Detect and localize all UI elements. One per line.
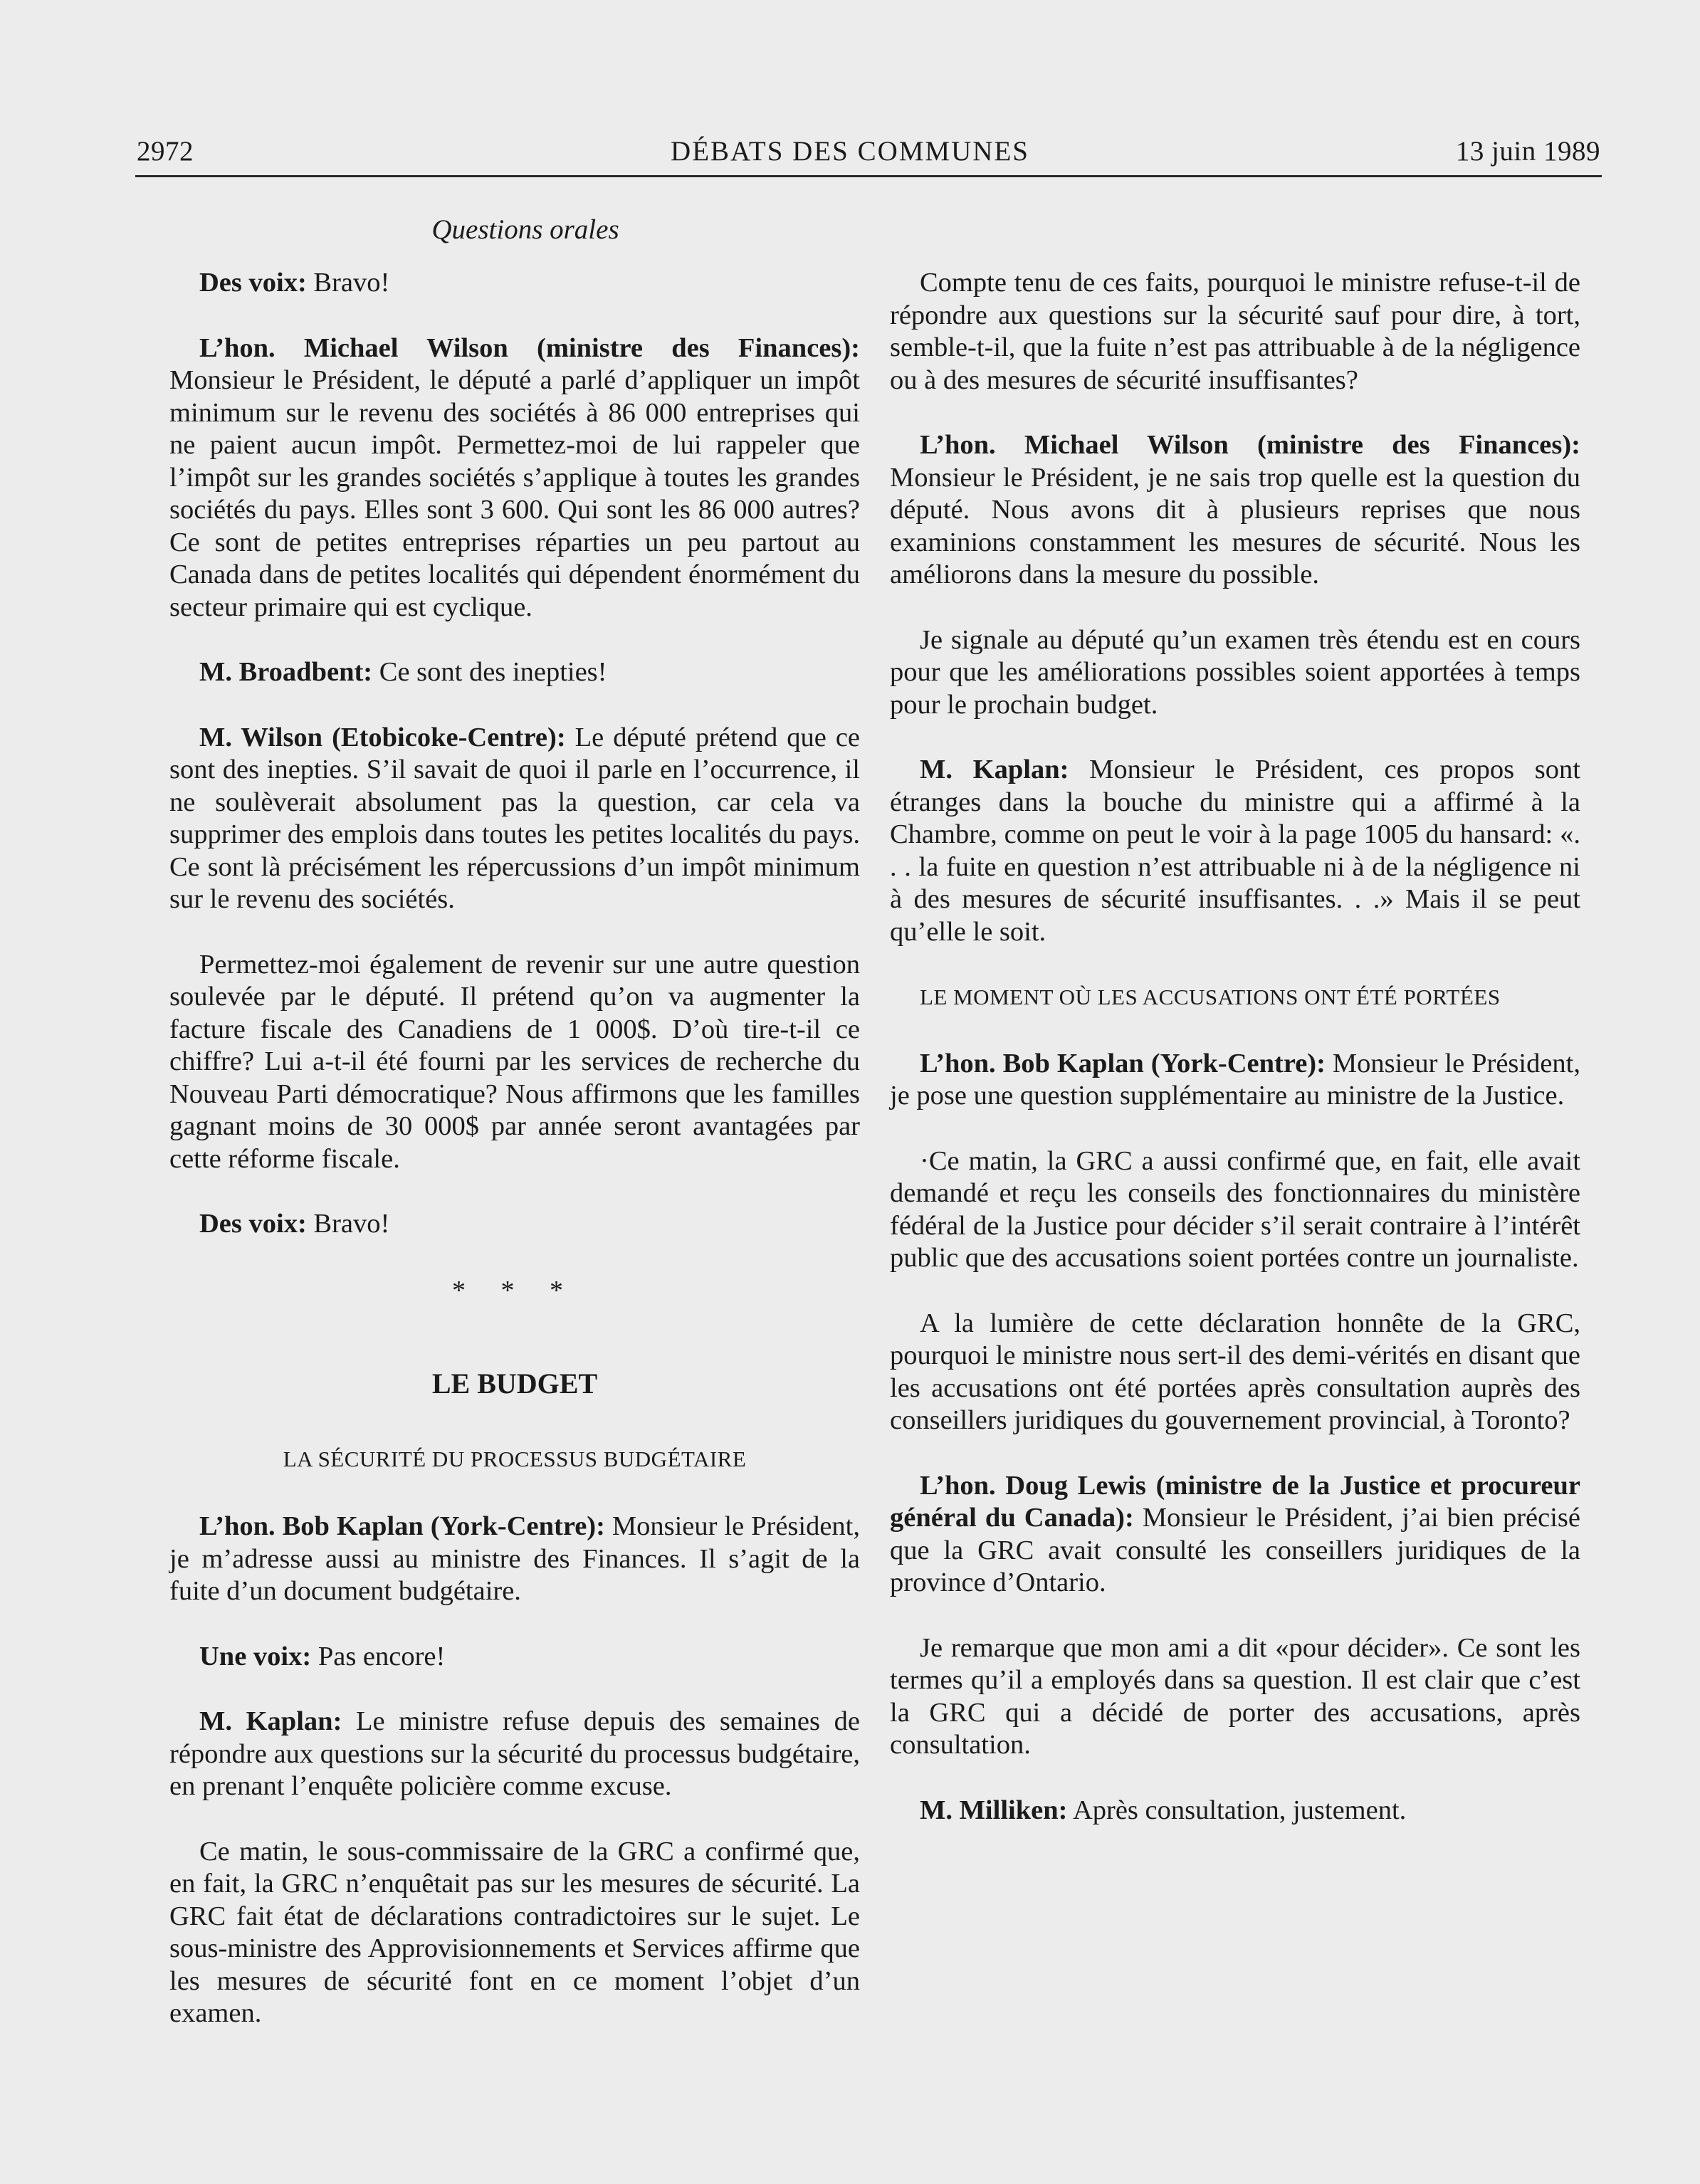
publication-title: DÉBATS DES COMMUNES — [671, 136, 1029, 167]
paragraph — [169, 1836, 860, 2030]
left-column — [169, 267, 860, 2063]
paragraph — [169, 1511, 860, 1608]
paragraph-text: Monsieur le Président, ces propos sont étranges dans la bouche du ministre qui a affirmé à la Chambre, comme on peut le voir à la page 1005 du hansard: «. . . la fuite en question n’est attribuable ni à de la négligence ni à des mesures de sécurité insuffisantes. . .» Mais il se peut qu’elle le soit. — [890, 755, 1580, 947]
speaker: L’hon. Doug Lewis (ministre de la Justice et procureur général du Canada): — [890, 1470, 1580, 1533]
paragraph — [169, 656, 860, 689]
paragraph-text: Le député prétend que ce sont des inepties. S’il savait de quoi il parle en l’occurrence, il ne soulèverait absolument pas la question, car cela va supprimer des emplois dans toutes les petites localités du pays. Ce sont là précisément les répercussions d’un impôt minimum sur le revenu des sociétés. — [169, 722, 860, 914]
header-rule — [135, 175, 1602, 177]
right-column — [890, 267, 1580, 1859]
paragraph-text: Ce matin, le sous-commissaire de la GRC a confirmé que, en fait, la GRC n’enquêtait pas sur les mesures de sécurité. La GRC fait état de déclarations contradictoires sur le sujet. Le sous-ministre des Approvisionnements et Services affirme que les mesures de sécurité font en ce moment l’objet d’un examen. — [169, 1836, 860, 2028]
paragraph-text: Monsieur le Président, je m’adresse aussi au ministre des Finances. Il s’agit de la fuite d’un document budgétaire. — [169, 1511, 860, 1606]
speaker: M. Wilson (Etobicoke-Centre): — [199, 722, 566, 752]
section-separator: * * * — [452, 1275, 577, 1306]
paragraph — [169, 949, 860, 1176]
paragraph-text: Ce sont des inepties! — [372, 657, 607, 687]
paragraph — [169, 722, 860, 916]
paragraph — [169, 332, 860, 624]
speaker: Une voix: — [199, 1641, 312, 1671]
paragraph-text: Je remarque que mon ami a dit «pour décider». Ce sont les termes qu’il a employés dans sa question. Il est clair que c’est la GRC qui a décidé de porter des accusations, après consultation. — [890, 1632, 1580, 1760]
paragraph-text: Monsieur le Président, j’ai bien précisé que la GRC avait consulté les conseillers juridiques de la province d’Ontario. — [890, 1503, 1580, 1597]
paragraph — [169, 267, 860, 300]
speaker: M. Kaplan: — [920, 755, 1069, 784]
paragraph — [890, 1145, 1580, 1275]
paragraph — [169, 1641, 860, 1674]
paragraph-text: Bravo! — [306, 1209, 390, 1239]
paragraph — [890, 1048, 1580, 1113]
paragraph — [890, 624, 1580, 722]
paragraph — [890, 1470, 1580, 1600]
paragraph-text: Permettez-moi également de revenir sur une autre question soulevée par le député. Il prétend qu’on va augmenter la facture fiscale des Canadiens de 1 000$. D’où tire-t-il ce chiffre? Lui a-t-il été fourni par les services de recherche du Nouveau Parti démocratique? Nous affirmons que les familles gagnant moins de 30 000$ par année seront avantagées par cette réforme fiscale. — [169, 949, 860, 1174]
speaker: Des voix: — [199, 1209, 307, 1239]
speaker: L’hon. Bob Kaplan (York-Centre): — [920, 1048, 1326, 1078]
paragraph — [890, 1795, 1580, 1827]
paragraph-text: Le ministre refuse depuis des semaines de répondre aux questions sur la sécurité du processus budgétaire, en prenant l’enquête policière comme excuse. — [169, 1706, 860, 1801]
speaker: M. Milliken: — [920, 1795, 1068, 1825]
speaker: M. Kaplan: — [199, 1706, 342, 1736]
paragraph — [169, 1706, 860, 1803]
page-number: 2972 — [137, 136, 194, 167]
speaker: L’hon. Bob Kaplan (York-Centre): — [199, 1511, 605, 1541]
paragraph — [890, 754, 1580, 948]
speaker: M. Broadbent: — [199, 657, 373, 687]
paragraph-text: A la lumière de cette déclaration honnête de la GRC, pourquoi le ministre nous sert-il des demi-vérités en disant que les accusations ont été portées après consultation auprès des conseillers juridiques du gouvernement provincial, à Toronto? — [890, 1308, 1580, 1435]
publication-date: 13 juin 1989 — [1455, 136, 1600, 167]
subsection-heading: LE MOMENT OÙ LES ACCUSATIONS ONT ÉTÉ PORTÉES — [920, 985, 1501, 1009]
paragraph-text: Bravo! — [306, 268, 390, 298]
paragraph-text: Compte tenu de ces faits, pourquoi le ministre refuse-t-il de répondre aux questions sur la sécurité sauf pour dire, à tort, semble-t-il, que la fuite n’est pas attribuable à de la négligence ou à des mesures de sécurité insuffisantes? — [890, 268, 1580, 395]
paragraph — [890, 429, 1580, 592]
speaker: L’hon. Michael Wilson (ministre des Finances): — [199, 332, 860, 363]
paragraph — [169, 1208, 860, 1241]
speaker: Des voix: — [199, 268, 307, 298]
paragraph — [890, 1308, 1580, 1437]
paragraph-text: Je signale au député qu’un examen très étendu est en cours pour que les améliorations possibles soient apportées à temps pour le prochain budget. — [890, 624, 1580, 720]
paragraph — [890, 1632, 1580, 1762]
paragraph-text: Monsieur le Président, le député a parlé d’appliquer un impôt minimum sur le revenu des sociétés à 86 000 entreprises qui ne paient aucun impôt. Permettez-moi de lui rappeler que l’impôt sur les grandes sociétés s’applique à toutes les grandes sociétés du pays. Elles sont 3 600. Qui sont les 86 000 autres? Ce sont de petites entreprises réparties un peu partout au Canada dans de petites localités qui dépendent énormément du secteur primaire qui est cyclique. — [169, 365, 860, 622]
paragraph-text: Pas encore! — [311, 1641, 446, 1671]
speaker: L’hon. Michael Wilson (ministre des Finances): — [920, 430, 1580, 460]
paragraph-text: Après consultation, justement. — [1067, 1795, 1407, 1825]
paragraph-text: Monsieur le Président, je ne sais trop quelle est la question du député. Nous avons dit à plusieurs reprises que nous examinions constamment les mesures de sécurité. Nous les améliorons dans la mesure du possible. — [890, 462, 1580, 589]
paragraph-text: Monsieur le Président, je pose une question supplémentaire au ministre de la Justice. — [890, 1048, 1580, 1111]
subsection-heading: LA SÉCURITÉ DU PROCESSUS BUDGÉTAIRE — [283, 1446, 747, 1471]
paragraph-text: ·Ce matin, la GRC a aussi confirmé que, en fait, elle avait demandé et reçu les conseils des fonctionnaires du ministère fédéral de la Justice pour décider s’il serait contraire à l’intérêt public que des accusations soient portées contre un journaliste. — [890, 1145, 1580, 1273]
paragraph — [890, 267, 1580, 397]
running-title: Questions orales — [431, 214, 619, 245]
section-heading: LE BUDGET — [431, 1367, 598, 1400]
